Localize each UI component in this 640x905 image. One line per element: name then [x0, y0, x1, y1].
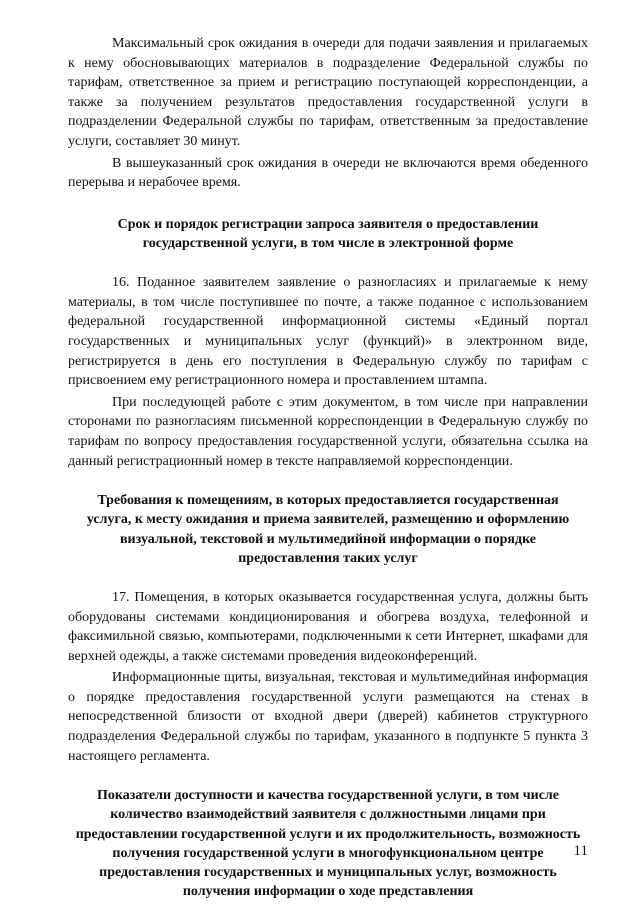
paragraph-16-registration: 16. Поданное заявителем заявление о разногласиях и прилагаемые к нему материалы, в том числе поступившее по почте, а также поданное с использованием федеральной государственной информационной системы «Единый портал государственных и муниципальных услуг (функций)» в электронном виде, регистрируется в день его поступления в Федеральную службу по тарифам с присвоением ему регистрационного номера и проставлением штампа.	[68, 275, 588, 389]
paragraph-information-boards: Информационные щиты, визуальная, текстовая и мультимедийная информация о порядке предоставления государственной услуги размещаются на стенах в непосредственной близости от входной двери (дверей) кабинетов структурного подразделения Федеральной службы по тарифам, указанного в подпункте 5 пункта 3 настоящего регламента.	[68, 670, 588, 764]
paragraph-17-premises: 17. Помещения, в которых оказывается государственная услуга, должны быть оборудованы системами кондиционирования и обогрева воздуха, телефонной и факсимильной связью, компьютерами, подключенными к сети Интернет, шкафами для верхней одежды, а также системами проведения видеоконференций.	[68, 589, 588, 664]
paragraph-registration-reference: При последующей работе с этим документом, в том числе при направлении сторонами по разногласиям письменной корреспонденции в Федеральную службу по тарифам по вопросу предоставления государственной услуги, обязательна ссылка на данный регистрационный номер в тексте направляемой корреспонденции.	[68, 394, 588, 469]
document-body	[68, 34, 588, 901]
section-heading-premises: Требования к помещениям, в которых предоставляется государственная услуга, к месту ожидания и приема заявителей, размещению и оформлению визуальной, текстовой и мультимедийной информации о порядке предоставления таких услуг	[86, 493, 570, 566]
section-heading-registration: Срок и порядок регистрации запроса заявителя о предоставлении государственной услуги, в том числе в электронной форме	[117, 216, 539, 251]
section-heading-accessibility: Показатели доступности и качества государственной услуги, в том числе количество взаимодействий заявителя с должностными лицами при предоставлении государственной услуги и их продолжительность, возможность получения государственной услуги в многофункциональном центре предоставления государственных и муниципальных услуг, возможность получения информации о ходе представления	[75, 788, 581, 900]
paragraph-waiting-exclusions: В вышеуказанный срок ожидания в очереди не включаются время обеденного перерыва и нерабочее время.	[68, 155, 588, 191]
page-number: 11	[573, 843, 588, 859]
paragraph-waiting-time: Максимальный срок ожидания в очереди для подачи заявления и прилагаемых к нему обосновывающих материалов в подразделение Федеральной службы по тарифам, ответственное за прием и регистрацию поступающей корреспонденции, а также за получением результатов предоставления государственной услуги в подразделении Федеральной службы по тарифам, ответственным за предоставление услуги, составляет 30 минут.	[68, 36, 588, 149]
